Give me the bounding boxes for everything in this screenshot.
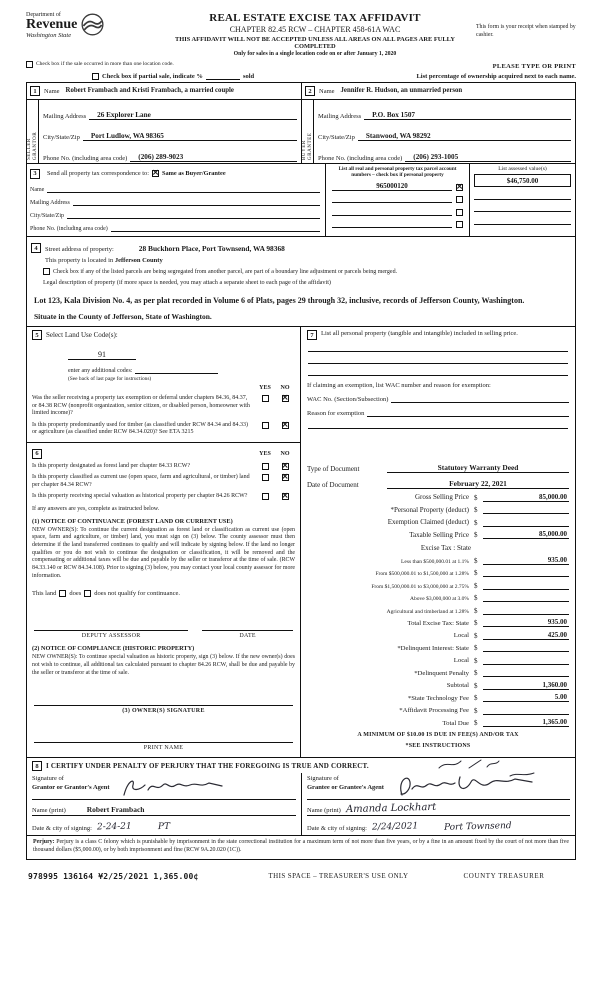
section-2-number: 2 xyxy=(305,86,315,96)
section-3-correspondence xyxy=(27,163,575,236)
notice-compliance-body: NEW OWNER(S): To continue special valuation as historic property, sign (3) below. If the new owner(s) does not wish to continue, all additional tax calculated pursuant to chapter 84.26 RCW, shall be due and payable by the seller or transferor at the time of sale. xyxy=(32,654,295,676)
grantee-word: GRANTEE xyxy=(307,132,313,160)
parties-section xyxy=(27,83,575,163)
reason-field-1[interactable] xyxy=(367,408,569,417)
dor-logo xyxy=(26,12,154,39)
seller-side-label xyxy=(27,100,39,163)
yes-header: YES xyxy=(259,385,271,392)
grantor-signing-date[interactable]: 2-24-21 xyxy=(96,821,132,833)
delinquent-interest-local-value[interactable] xyxy=(483,656,569,665)
section-4-property xyxy=(27,236,575,290)
option-row-2 xyxy=(92,72,576,80)
corr-mailing-label: Mailing Address xyxy=(30,200,70,206)
checkbox-same-as-buyer[interactable]: × xyxy=(151,168,160,178)
grantee-signature[interactable] xyxy=(384,773,570,799)
s6-question-2: Is this property classified as current use (open space, farm and agricultural, or timber) land per chapter 84.34 RCW? xyxy=(32,474,250,488)
grantee-signing-city[interactable]: Port Townsend xyxy=(443,821,512,834)
option-row-1 xyxy=(26,61,576,70)
yes-header: YES xyxy=(259,450,271,457)
type-of-document-label: Type of Document xyxy=(307,465,360,474)
form-note: Only for sales in a single location code on or after January 1, 2020 xyxy=(233,51,397,57)
dollar-sign: $ xyxy=(474,506,478,515)
segregated-note: Check box if any of the listed parcels are being segregated from another parcel, are part of a boundary line adjustment or parcels being merged. xyxy=(53,268,398,275)
footer-row xyxy=(26,872,576,881)
seller-phone-field[interactable]: (206) 289-9023 xyxy=(130,153,297,162)
grantor-signature[interactable] xyxy=(110,773,296,799)
checkbox-segregated[interactable] xyxy=(43,268,50,275)
s6-question-3: Is this property receiving special valuation as historical property per chapter 84.26 RCW? xyxy=(32,493,248,500)
checkbox-s5q2-no[interactable]: × xyxy=(281,419,289,430)
excise-label-tier1: Less than $500,000.01 at 1.1% xyxy=(401,558,469,565)
name-print-label: Name (print) xyxy=(32,807,66,815)
total-label-state: Total Excise Tax: State xyxy=(407,619,469,627)
logo-name-text: Revenue xyxy=(26,17,78,32)
certify-statement: I CERTIFY UNDER PENALTY OF PERJURY THAT THE FOREGOING IS TRUE AND CORRECT. xyxy=(46,762,369,771)
deputy-assessor-date-line[interactable] xyxy=(202,623,293,631)
checkbox-s5q1-yes[interactable] xyxy=(262,395,269,402)
checkbox-multi-location[interactable] xyxy=(26,61,33,68)
date-city-label: Date & city of signing: xyxy=(307,825,367,833)
affidavit-processing-fee-value[interactable] xyxy=(483,706,569,715)
signature-of-label: Signature of xyxy=(32,775,64,783)
no-header: NO xyxy=(280,450,290,457)
situate-line: Situate in the County of Jefferson, State of Washington. xyxy=(34,312,212,322)
wac-number-field[interactable] xyxy=(391,394,569,403)
state-technology-fee-label: *State Technology Fee xyxy=(407,694,469,702)
section-5-land-use xyxy=(27,327,300,443)
grantor-signature-block xyxy=(27,773,301,835)
parcel-numbers-header: List all real and personal property tax parcel account numbers – check box if personal property xyxy=(338,166,457,179)
receipt-note: This form is your receipt when stamped by cashier. xyxy=(476,24,576,38)
parcel-number-field-2[interactable] xyxy=(332,194,452,203)
seller-phone-label: Phone No. (including area code) xyxy=(43,155,128,162)
checkbox-parcel-4-personal[interactable] xyxy=(456,221,463,228)
see-instructions-label: *SEE INSTRUCTIONS xyxy=(405,743,471,750)
buyer-name-label: Name xyxy=(319,87,335,95)
buyer-mailing-label: Mailing Address xyxy=(318,113,362,120)
checkbox-partial-sale[interactable] xyxy=(92,73,99,80)
excise-label-tier2: From $500,000.01 to $1,500,000 at 1.28% xyxy=(375,571,469,578)
dollar-sign: $ xyxy=(474,619,478,628)
seller-mailing-field[interactable]: 26 Explorer Lane xyxy=(89,111,297,120)
subtotal-value[interactable]: 1,360.00 xyxy=(483,681,569,690)
section-8-number: 8 xyxy=(32,761,42,771)
street-address-field[interactable]: 28 Buckhorn Place, Port Townsend, WA 98368 xyxy=(138,244,285,253)
grantee-agent-label: Grantee or Grantee's Agent xyxy=(307,784,384,792)
dollar-sign: $ xyxy=(474,556,478,565)
county-field[interactable]: Jefferson County xyxy=(114,257,163,264)
grantee-printed-name[interactable]: Amanda Lockhart xyxy=(345,802,437,816)
if-yes-note: If any answers are yes, complete as instructed below. xyxy=(32,505,160,512)
section-7-number: 7 xyxy=(307,330,317,340)
signature-of-label: Signature of xyxy=(307,775,339,783)
ownership-note: List percentage of ownership acquired next to each name. xyxy=(416,73,576,80)
seller-name-field[interactable]: Robert Frambach and Kristi Frambach, a married couple xyxy=(65,87,234,95)
street-address-label: Street address of property: xyxy=(45,246,114,253)
corr-mailing-field[interactable] xyxy=(73,197,320,206)
fin-value-taxable[interactable]: 85,000.00 xyxy=(483,530,569,539)
affidavit-processing-fee-label: *Affidavit Processing Fee xyxy=(399,707,469,715)
fin-label-taxable: Taxable Selling Price xyxy=(409,530,469,539)
checkbox-s6q1-no[interactable]: × xyxy=(281,460,289,471)
checkbox-s6q3-no[interactable]: × xyxy=(281,491,289,502)
assessed-value-field-2[interactable] xyxy=(474,187,571,200)
excise-label-tier3: From $1,500,000.01 to $3,000,000 at 2.75% xyxy=(371,583,469,590)
s6-question-1: Is this property designated as forest land per chapter 84.33 RCW? xyxy=(32,462,191,469)
section-6-classification xyxy=(27,443,300,758)
dollar-sign: $ xyxy=(474,694,478,703)
minimum-due-note: A MINIMUM OF $10.00 IS DUE IN FEE(S) AND/OR TAX xyxy=(357,732,519,739)
date-label: DATE xyxy=(239,633,256,640)
checkbox-s5q2-yes[interactable] xyxy=(262,422,269,429)
section-7-financial xyxy=(301,327,575,757)
dollar-sign: $ xyxy=(474,493,478,502)
treasurer-space-label: THIS SPACE – TREASURER'S USE ONLY xyxy=(268,871,409,880)
dollar-sign: $ xyxy=(474,581,478,590)
personal-property-field-1[interactable] xyxy=(308,340,568,352)
personal-property-field-2[interactable] xyxy=(308,352,568,364)
no-header: NO xyxy=(280,385,290,392)
partial-sale-label: Check box if partial sale, indicate % xyxy=(102,73,203,80)
assessed-value-field-3[interactable] xyxy=(474,200,571,213)
print-name-label: PRINT NAME xyxy=(143,745,184,752)
located-in-label: This property is located in xyxy=(45,257,114,264)
grantee-signing-date[interactable]: 2/24/2021 xyxy=(371,821,419,834)
form-title-block xyxy=(154,12,476,57)
excise-label-tier4: Above $3,000,000 at 3.0% xyxy=(410,596,469,603)
dollar-sign: $ xyxy=(474,681,478,690)
fin-label-gross: Gross Selling Price xyxy=(414,493,469,501)
buyer-csz-label: City/State/Zip xyxy=(318,134,355,141)
total-value-state[interactable]: 935.00 xyxy=(483,618,569,627)
buyer-name-field[interactable]: Jennifer R. Hudson, an unmarried person xyxy=(340,87,463,95)
reason-field-2[interactable] xyxy=(308,417,568,429)
excise-value-tier4[interactable] xyxy=(483,593,569,602)
multi-location-label: Check box if the sale occurred in more than one location code. xyxy=(36,61,174,67)
checkbox-land-does-not[interactable] xyxy=(84,590,91,597)
legal-description-label: Legal description of property (if more space is needed, you may attach a separate sheet to each page of the affidavit) xyxy=(43,279,331,286)
excise-value-tier2[interactable] xyxy=(483,568,569,577)
dollar-sign: $ xyxy=(474,719,478,728)
checkbox-parcel-2-personal[interactable] xyxy=(456,196,463,203)
excise-value-agricultural[interactable] xyxy=(483,606,569,615)
document-type-field[interactable]: Statutory Warranty Deed xyxy=(387,463,569,473)
assessed-value-field-4[interactable] xyxy=(474,212,571,225)
dollar-sign: $ xyxy=(474,644,478,653)
excise-value-tier3[interactable] xyxy=(483,581,569,590)
county-treasurer-label: COUNTY TREASURER xyxy=(463,871,545,880)
perjury-statement xyxy=(27,835,575,859)
buyer-side-label xyxy=(302,100,314,163)
fin-label-personal: *Personal Property (deduct) xyxy=(390,505,469,514)
dollar-sign: $ xyxy=(474,531,478,540)
see-instructions-note: (See back of last page for instructions) xyxy=(68,376,152,383)
does-label: does xyxy=(69,590,82,598)
additional-codes-field[interactable] xyxy=(135,366,218,374)
section-6-number: 6 xyxy=(32,449,42,459)
grantor-word: GRANTOR xyxy=(32,131,38,160)
parcel-number-field-4[interactable] xyxy=(332,219,452,228)
corr-phone-field[interactable] xyxy=(111,223,320,232)
dollar-sign: $ xyxy=(474,518,478,527)
document-date-field[interactable]: February 22, 2021 xyxy=(387,479,569,489)
grantor-signing-city[interactable]: PT xyxy=(157,822,170,833)
fin-value-exemption[interactable] xyxy=(483,518,569,527)
owner-signature-label: (3) OWNER(S) SIGNATURE xyxy=(122,708,205,715)
checkbox-parcel-1-personal[interactable]: × xyxy=(455,181,464,192)
checkbox-s6q2-no[interactable]: × xyxy=(281,472,289,483)
owner-signature-line[interactable] xyxy=(34,698,293,706)
exemption-label: If claiming an exemption, list WAC number and reason for exemption: xyxy=(307,382,491,390)
checkbox-s6q3-yes[interactable] xyxy=(262,493,269,500)
excise-value-tier1[interactable]: 935.00 xyxy=(483,556,569,565)
form-title: REAL ESTATE EXCISE TAX AFFIDAVIT xyxy=(209,12,421,24)
buyer-phone-field[interactable]: (206) 293-1005 xyxy=(405,153,571,162)
corr-name-label: Name xyxy=(30,187,45,193)
section-5-number: 5 xyxy=(32,330,42,340)
buyer-mailing-field[interactable]: P.O. Box 1507 xyxy=(364,111,571,120)
additional-codes-label: enter any additional codes: xyxy=(68,368,133,375)
fin-value-personal[interactable] xyxy=(483,505,569,514)
section-3-number: 3 xyxy=(30,169,40,179)
does-not-label: does not qualify for continuance. xyxy=(94,590,181,598)
this-land-label: This land xyxy=(32,590,57,598)
logo-dept-text: Department of xyxy=(26,12,61,18)
seller-mailing-label: Mailing Address xyxy=(43,113,87,120)
s5-question-1: Was the seller receiving a property tax exemption or deferral under chapters 84.36, 84.37, or 84.38 RCW (nonprofit organization, senior citizen, or disabled person, homeowner with limited income)? xyxy=(32,395,250,417)
form-header xyxy=(26,12,576,57)
checkbox-s5q1-no[interactable]: × xyxy=(281,393,289,404)
wac-label: WAC No. (Section/Subsection) xyxy=(307,396,389,404)
delinquent-interest-local-label: Local xyxy=(453,657,469,665)
reason-label: Reason for exemption xyxy=(307,410,365,418)
print-name-line[interactable] xyxy=(34,735,293,743)
total-due-label: Total Due xyxy=(442,719,469,727)
notice-compliance-title: (2) NOTICE OF COMPLIANCE (HISTORIC PROPERTY) xyxy=(32,645,195,653)
excise-label-agricultural: Agricultural and timberland at 1.28% xyxy=(386,608,469,615)
total-value-local[interactable]: 425.00 xyxy=(483,631,569,640)
excise-tax-state-header: Excise Tax : State xyxy=(420,544,471,553)
assessed-value-field-1[interactable]: $46,750.00 xyxy=(474,174,571,187)
percent-sold-field[interactable] xyxy=(206,72,240,80)
checkbox-parcel-3-personal[interactable] xyxy=(456,209,463,216)
perjury-label: Perjury: xyxy=(33,839,55,846)
grantor-signature-ink xyxy=(118,775,228,801)
s5-question-2: Is this property predominantly used for timber (as classified under RCW 84.34 and 84.33) or agriculture (as classified under RCW 84.34.020)? See ETA 3215 xyxy=(32,421,249,436)
state-technology-fee-value[interactable]: 5.00 xyxy=(483,693,569,702)
delinquent-interest-state-label: *Delinquent Interest: State xyxy=(397,644,469,652)
seller-section xyxy=(27,83,301,163)
total-due-value[interactable]: 1,365.00 xyxy=(483,718,569,727)
legal-description-field[interactable]: Lot 123, Kala Division No. 4, as per plat recorded in Volume 6 of Plats, pages 29 through 32, inclusive, records of Jefferson County, Washington. xyxy=(34,296,525,305)
dollar-sign: $ xyxy=(474,631,478,640)
dollar-sign: $ xyxy=(474,569,478,578)
logo-sub-text: Washington State xyxy=(26,32,72,39)
subtotal-label: Subtotal xyxy=(446,682,469,690)
checkbox-s6q1-yes[interactable] xyxy=(262,463,269,470)
same-as-buyer-label: Same as Buyer/Grantee xyxy=(161,170,226,177)
sold-label: sold xyxy=(242,73,255,80)
buyer-csz-field[interactable]: Stanwood, WA 98292 xyxy=(358,132,571,141)
handwritten-mark xyxy=(435,758,505,771)
dor-seal-icon xyxy=(81,13,104,36)
form-warning: THIS AFFIDAVIT WILL NOT BE ACCEPTED UNLESS ALL AREAS ON ALL PAGES ARE FULLY COMPLETED xyxy=(175,36,455,50)
name-print-label: Name (print) xyxy=(307,807,341,815)
notice-continuance-body: NEW OWNER(S): To continue the current designation as forest land or classification as current use (open space, farm and agriculture, or timber) land, you must sign on (3) below. The county assessor must then determine if the land transferred continues to qualify and will indicate by signing below. If the land no longer qualifies or you do not wish to continue the designation or classification, it will be removed and the compensating or additional taxes will be due and payable by the seller or transferor at the time of sale. (RCW 84.33.140 or RCW 84.34.108). Prior to signing (3) below, you may contact your local county assessor for more information. xyxy=(32,526,295,579)
middle-two-columns xyxy=(27,326,575,757)
notice-continuance-title: (1) NOTICE OF CONTINUANCE (FOREST LAND OR CURRENT USE) xyxy=(32,517,233,525)
delinquent-penalty-value[interactable] xyxy=(483,668,569,677)
form-chapter: CHAPTER 82.45 RCW – CHAPTER 458-61A WAC xyxy=(229,25,401,34)
buyer-phone-label: Phone No. (including area code) xyxy=(318,155,403,162)
corr-csz-field[interactable] xyxy=(67,210,320,219)
fin-label-exemption: Exemption Claimed (deduct) xyxy=(387,518,469,526)
date-city-label: Date & city of signing: xyxy=(32,825,92,833)
cashier-validation-stamp: 978995 136164 ¥2/25/2021 1,365.00¢ xyxy=(28,871,199,881)
dollar-sign: $ xyxy=(474,656,478,665)
corr-phone-label: Phone No. (including area code) xyxy=(30,226,108,232)
land-use-label: Select Land Use Code(s): xyxy=(46,331,118,340)
grantee-signature-ink xyxy=(392,771,542,801)
delinquent-interest-state-value[interactable] xyxy=(483,643,569,652)
checkbox-s6q2-yes[interactable] xyxy=(262,474,269,481)
deputy-assessor-label: DEPUTY ASSESSOR xyxy=(81,633,141,640)
seller-name-label: Name xyxy=(44,87,60,95)
dollar-sign: $ xyxy=(474,706,478,715)
parcel-number-field-3[interactable] xyxy=(332,207,452,216)
seller-csz-field[interactable]: Port Ludlow, WA 98365 xyxy=(83,132,297,141)
send-correspondence-label: Send all property tax correspondence to: xyxy=(47,170,149,177)
buyer-word: BUYER xyxy=(302,140,307,160)
assessed-values-header: List assessed value(s) xyxy=(498,166,547,172)
dollar-sign: $ xyxy=(474,594,478,603)
personal-property-field-3[interactable] xyxy=(308,364,568,376)
section-4-number: 4 xyxy=(31,243,41,253)
buyer-section xyxy=(301,83,575,163)
land-use-code-field[interactable]: 91 xyxy=(68,350,136,360)
corr-name-field[interactable] xyxy=(47,184,320,193)
perjury-text: Perjury is a class C felony which is punishable by imprisonment in the state correctional institution for a maximum term of not more than five years, or by a fine in an amount fixed by the court of not more than five thousand dollars ($5,000.00), or by both imprisonment and fine (RCW 9A.20.020 (1C)). xyxy=(33,839,569,854)
total-label-local: Local xyxy=(453,632,469,640)
dollar-sign: $ xyxy=(474,606,478,615)
delinquent-penalty-label: *Delinquent Penalty xyxy=(414,669,469,677)
fin-value-gross[interactable]: 85,000.00 xyxy=(483,493,569,502)
dollar-sign: $ xyxy=(474,669,478,678)
please-type-or-print: PLEASE TYPE OR PRINT xyxy=(492,63,576,70)
corr-csz-label: City/State/Zip xyxy=(30,213,64,219)
personal-property-label: List all personal property (tangible and intangible) included in selling price. xyxy=(321,330,518,338)
main-form-box xyxy=(26,82,576,860)
grantor-printed-name[interactable]: Robert Frambach xyxy=(86,805,145,815)
left-column xyxy=(27,327,301,757)
seller-csz-label: City/State/Zip xyxy=(43,134,80,141)
date-of-document-label: Date of Document xyxy=(307,481,359,490)
section-1-number: 1 xyxy=(30,86,40,96)
parcel-number-field-1[interactable]: 965000120 xyxy=(332,182,452,191)
grantor-agent-label: Grantor or Grantor's Agent xyxy=(32,784,110,792)
deputy-assessor-signature-line[interactable] xyxy=(34,623,188,631)
grantee-signature-block xyxy=(301,773,575,835)
checkbox-land-does[interactable] xyxy=(59,590,66,597)
section-8-certification xyxy=(27,757,575,835)
seller-word: SELLER xyxy=(27,138,32,160)
